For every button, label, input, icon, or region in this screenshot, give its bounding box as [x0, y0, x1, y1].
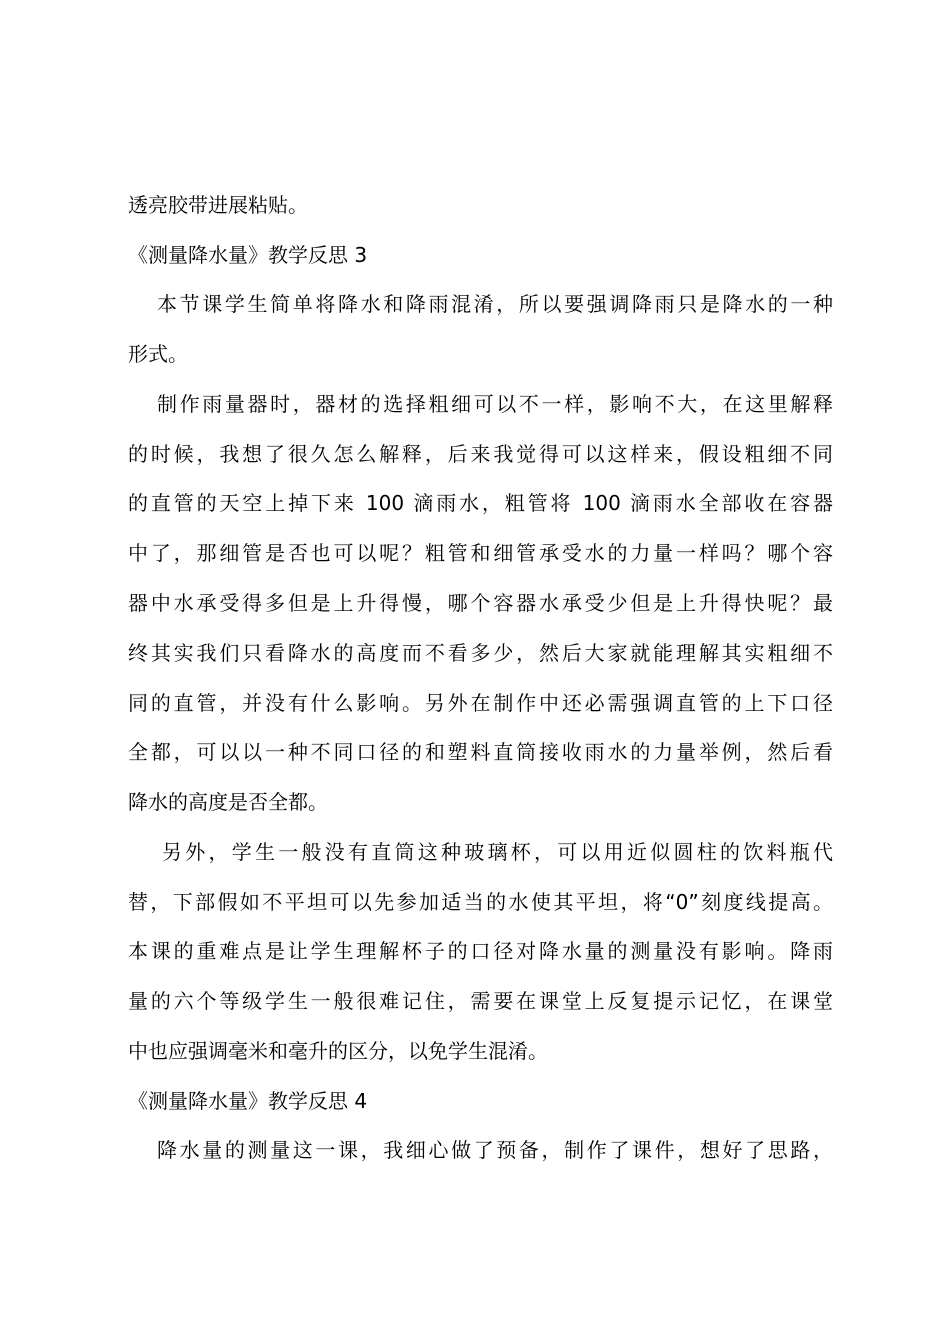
paragraph-line: 全都，可以以一种不同口径的和塑料直筒接收雨水的力量举例，然后看 — [128, 740, 833, 764]
section-heading: 《测量降水量》教学反思 3 — [128, 243, 368, 267]
paragraph-line: 终其实我们只看降水的高度而不看多少，然后大家就能理解其实粗细不 — [128, 641, 833, 665]
paragraph-line: 制作雨量器时，器材的选择粗细可以不一样，影响不大，在这里解释 — [157, 392, 833, 416]
paragraph-line: 替，下部假如不平坦可以先参加适当的水使其平坦，将“0”刻度线提高。 — [128, 890, 833, 914]
paragraph-line: 本节课学生简单将降水和降雨混淆，所以要强调降雨只是降水的一种 — [157, 292, 833, 316]
paragraph-line: 中了，那细管是否也可以呢？粗管和细管承受水的力量一样吗？哪个容 — [128, 541, 833, 565]
paragraph-line: 降水的高度是否全都。 — [128, 790, 328, 814]
text-line: 透亮胶带进展粘贴。 — [128, 193, 308, 217]
paragraph-line: 降水量的测量这一课，我细心做了预备，制作了课件，想好了思路， — [157, 1138, 833, 1162]
paragraph-line: 中也应强调毫米和毫升的区分，以免学生混淆。 — [128, 1039, 548, 1063]
section-heading: 《测量降水量》教学反思 4 — [128, 1089, 368, 1113]
paragraph-line: 的直管的天空上掉下来 100 滴雨水，粗管将 100 滴雨水全部收在容器 — [128, 491, 833, 515]
paragraph-line: 本课的重难点是让学生理解杯子的口径对降水量的测量没有影响。降雨 — [128, 939, 833, 963]
paragraph-line: 器中水承受得多但是上升得慢，哪个容器水承受少但是上升得快呢？最 — [128, 591, 833, 615]
paragraph-line: 形式。 — [128, 342, 188, 366]
paragraph-line: 同的直管，并没有什么影响。另外在制作中还必需强调直管的上下口径 — [128, 691, 833, 715]
paragraph-line: 量的六个等级学生一般很难记住，需要在课堂上反复提示记忆，在课堂 — [128, 989, 833, 1013]
paragraph-line: 另外，学生一般没有直筒这种玻璃杯，可以用近似圆柱的饮料瓶代 — [162, 840, 833, 864]
paragraph-line: 的时候，我想了很久怎么解释，后来我觉得可以这样来，假设粗细不同 — [128, 442, 833, 466]
